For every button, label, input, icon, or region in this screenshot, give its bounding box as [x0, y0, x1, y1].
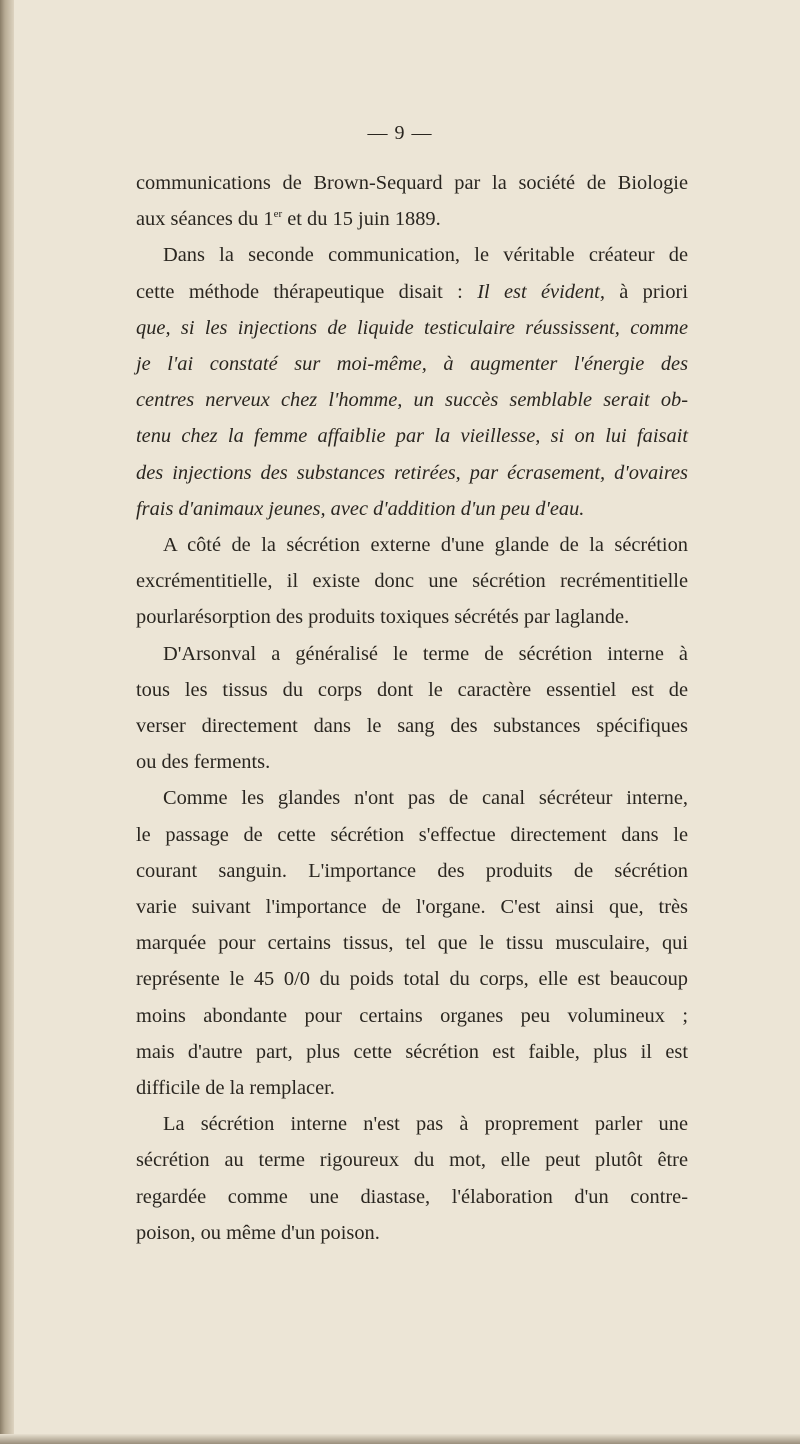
- text-line: [136, 310, 688, 346]
- text-line: [136, 527, 688, 563]
- text-line: [136, 636, 688, 672]
- text-segment: le passage de cette sécrétion s'effectue directement dans le: [136, 823, 688, 846]
- text-line: [136, 237, 688, 273]
- text-line: [136, 672, 688, 708]
- italic-text: centres nerveux chez l'homme, un succès semblable serait ob-: [136, 389, 688, 412]
- text-line: [136, 491, 688, 527]
- italic-text: tenu chez la femme affaiblie par la vieillesse, si on lui faisait: [136, 425, 688, 448]
- italic-text: Il est évident,: [477, 280, 605, 303]
- text-segment: poison, ou même d'un poison.: [136, 1221, 380, 1244]
- text-line: [136, 817, 688, 853]
- text-segment: représente le 45 0/0 du poids total du corps, elle est beaucoup: [136, 968, 688, 991]
- text-line: [136, 998, 688, 1034]
- text-segment: verser directement dans le sang des substances spécifiques: [136, 715, 688, 738]
- text-segment: tous les tissus du corps dont le caractère essentiel est de: [136, 678, 688, 701]
- text-segment: A côté de la sécrétion externe d'une glande de la sécrétion: [163, 534, 688, 557]
- text-segment: courant sanguin. L'importance des produits de sécrétion: [136, 859, 688, 882]
- page-edge-left: [0, 0, 14, 1444]
- body-text: [136, 165, 688, 1251]
- text-line: [136, 563, 688, 599]
- text-line: [136, 418, 688, 454]
- text-segment: Comme les glandes n'ont pas de canal sécréteur interne,: [163, 787, 688, 810]
- text-line: [136, 744, 688, 780]
- text-segment: regardée comme une diastase, l'élaboration d'un contre-: [136, 1185, 688, 1208]
- text-segment: à priori: [604, 280, 688, 303]
- text-line: [136, 853, 688, 889]
- text-segment: mais d'autre part, plus cette sécrétion est faible, plus il est: [136, 1040, 688, 1063]
- text-segment: excrémentitielle, il existe donc une sécrétion recrémentitielle: [136, 570, 688, 593]
- text-line: [136, 1179, 688, 1215]
- text-segment: ou des ferments.: [136, 751, 271, 774]
- text-line: [136, 599, 688, 635]
- italic-text: des injections des substances retirées, par écrasement, d'ovaires: [136, 461, 688, 484]
- text-segment: La sécrétion interne n'est pas à proprement parler une: [163, 1113, 688, 1136]
- text-line: [136, 961, 688, 997]
- text-line: [136, 889, 688, 925]
- text-segment: difficile de la remplacer.: [136, 1077, 335, 1100]
- text-line: [136, 1142, 688, 1178]
- italic-text: je l'ai constaté sur moi-même, à augmenter l'énergie des: [136, 353, 688, 376]
- text-segment: varie suivant l'importance de l'organe. C'est ainsi que, très: [136, 896, 688, 919]
- text-segment: cette méthode thérapeutique disait :: [136, 280, 478, 303]
- text-line: [136, 346, 688, 382]
- text-line: [136, 1070, 688, 1106]
- italic-text: que, si les injections de liquide testiculaire réussissent, comme: [136, 316, 688, 339]
- text-line: [136, 708, 688, 744]
- italic-text: frais d'animaux jeunes, avec d'addition d'un peu d'eau.: [136, 497, 585, 520]
- text-segment: communications de Brown-Sequard par la société de Biologie: [136, 172, 688, 194]
- text-line: [136, 925, 688, 961]
- text-line: [136, 780, 688, 816]
- text-segment: moins abondante pour certains organes peu volumineux ;: [136, 1004, 688, 1027]
- text-line: [136, 274, 688, 310]
- text-segment: pourlarésorption des produits toxiques sécrétés par laglande.: [136, 606, 630, 629]
- text-line: [136, 382, 688, 418]
- page-edge-bottom: [0, 1434, 800, 1444]
- text-segment: aux séances du 1: [136, 208, 274, 231]
- text-line: [136, 1215, 688, 1251]
- superscript: er: [273, 208, 283, 221]
- text-segment: Dans la seconde communication, le véritable créateur de: [163, 244, 688, 267]
- text-segment: et du 15 juin 1889.: [282, 208, 441, 231]
- text-line: [136, 165, 688, 201]
- text-line: [136, 455, 688, 491]
- text-line: [136, 1034, 688, 1070]
- text-line: [136, 201, 688, 237]
- text-segment: D'Arsonval a généralisé le terme de sécrétion interne à: [163, 642, 688, 665]
- text-segment: marquée pour certains tissus, tel que le tissu musculaire, qui: [136, 932, 688, 955]
- text-segment: sécrétion au terme rigoureux du mot, elle peut plutôt être: [136, 1149, 688, 1172]
- page-number: — 9 —: [367, 122, 433, 144]
- text-line: [136, 1106, 688, 1142]
